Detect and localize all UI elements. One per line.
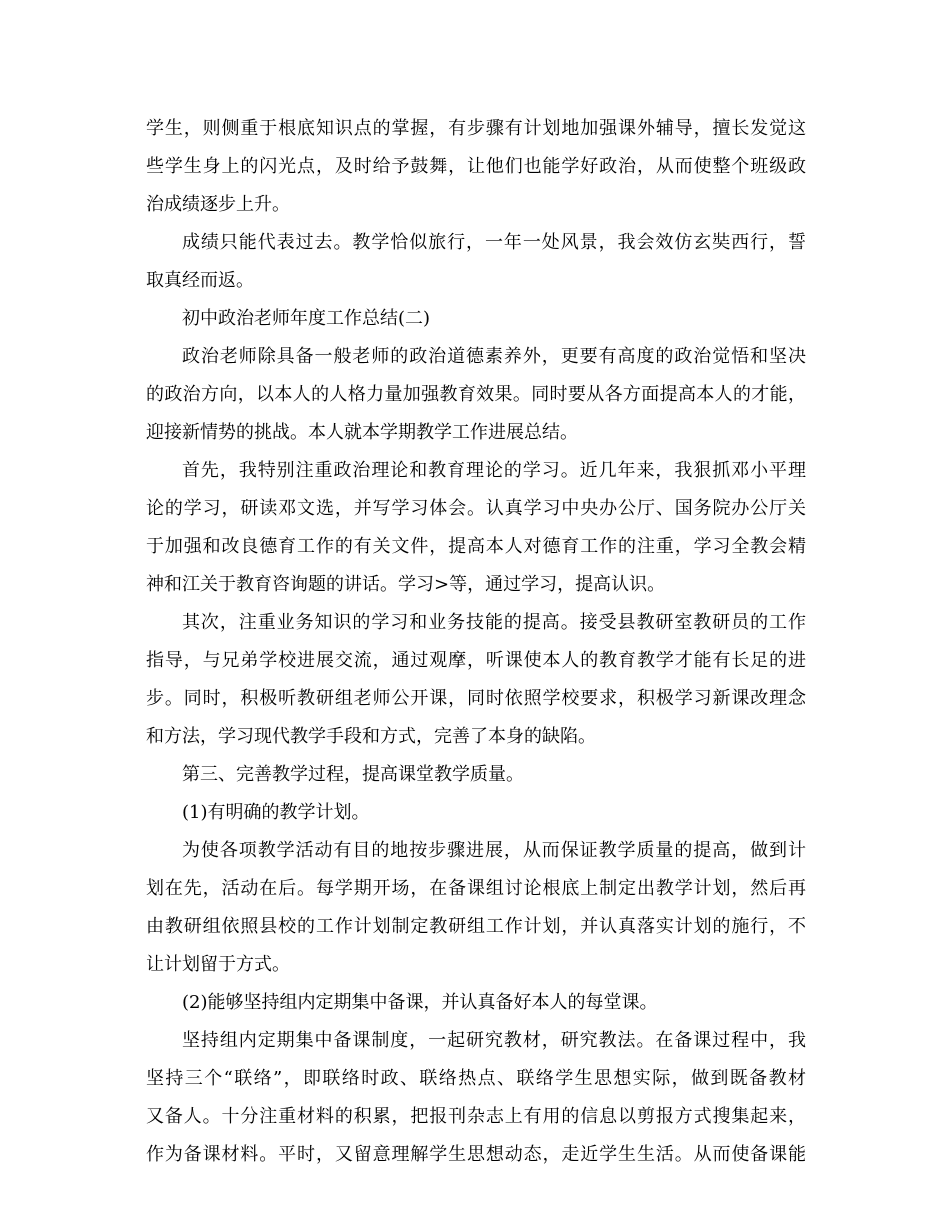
text-line: 迎接新情势的挑战。本人就本学期教学工作进展总结。: [146, 422, 578, 443]
text-line: 作为备课材料。平时，又留意理解学生思想动态，走近学生生活。从而使备课能: [146, 1144, 806, 1165]
text-line: 些学生身上的闪光点，及时给予鼓舞，让他们也能学好政治，从而使整个班级政: [146, 156, 806, 177]
text-line: 学生，则侧重于根底知识点的掌握，有步骤有计划地加强课外辅导，擅长发觉这: [146, 118, 806, 139]
text-line: 让计划留于方式。: [146, 954, 290, 975]
text-line: 初中政治老师年度工作总结(二): [182, 308, 431, 329]
text-line: 第三、完善教学过程，提高课堂教学质量。: [182, 764, 524, 785]
document-page: [146, 110, 806, 1174]
text-line: (1)有明确的教学计划。: [182, 802, 370, 823]
text-line: 又备人。十分注重材料的积累，把报刊杂志上有用的信息以剪报方式搜集起来，: [146, 1106, 806, 1127]
text-line: 其次，注重业务知识的学习和业务技能的提高。接受县教研室教研员的工作: [182, 612, 806, 633]
text-line: 于加强和改良德育工作的有关文件，提高本人对德育工作的注重，学习全教会精: [146, 536, 806, 557]
text-line: 政治老师除具备一般老师的政治道德素养外，更要有高度的政治觉悟和坚决: [182, 346, 806, 367]
text-line: 坚持三个“联络”，即联络时政、联络热点、联络学生思想实际，做到既备教材: [146, 1068, 806, 1089]
text-line: 取真经而返。: [146, 270, 254, 291]
text-line: 神和江关于教育咨询题的讲话。学习>等，通过学习，提高认识。: [146, 574, 666, 595]
text-line: 治成绩逐步上升。: [146, 194, 290, 215]
text-line: 划在先，活动在后。每学期开场，在备课组讨论根底上制定出教学计划，然后再: [146, 878, 806, 899]
text-line: 和方法，学习现代教学手段和方式，完善了本身的缺陷。: [146, 726, 596, 747]
text-line: 坚持组内定期集中备课制度，一起研究教材，研究教法。在备课过程中，我: [182, 1030, 806, 1051]
text-line: 首先，我特别注重政治理论和教育理论的学习。近几年来，我狠抓邓小平理: [182, 460, 806, 481]
text-line: 论的学习，研读邓文选，并写学习体会。认真学习中央办公厅、国务院办公厅关: [146, 498, 806, 519]
text-line: 步。同时，积极听教研组老师公开课，同时依照学校要求，积极学习新课改理念: [146, 688, 806, 709]
text-line: 由教研组依照县校的工作计划制定教研组工作计划，并认真落实计划的施行，不: [146, 916, 806, 937]
text-line: 指导，与兄弟学校进展交流，通过观摩，听课使本人的教育教学才能有长足的进: [146, 650, 806, 671]
text-line: (2)能够坚持组内定期集中备课，并认真备好本人的每堂课。: [182, 992, 658, 1013]
text-line: 成绩只能代表过去。教学恰似旅行，一年一处风景，我会效仿玄奘西行，誓: [182, 232, 806, 253]
text-line: 的政治方向，以本人的人格力量加强教育效果。同时要从各方面提高本人的才能，: [146, 384, 806, 405]
text-line: 为使各项教学活动有目的地按步骤进展，从而保证教学质量的提高，做到计: [182, 840, 806, 861]
